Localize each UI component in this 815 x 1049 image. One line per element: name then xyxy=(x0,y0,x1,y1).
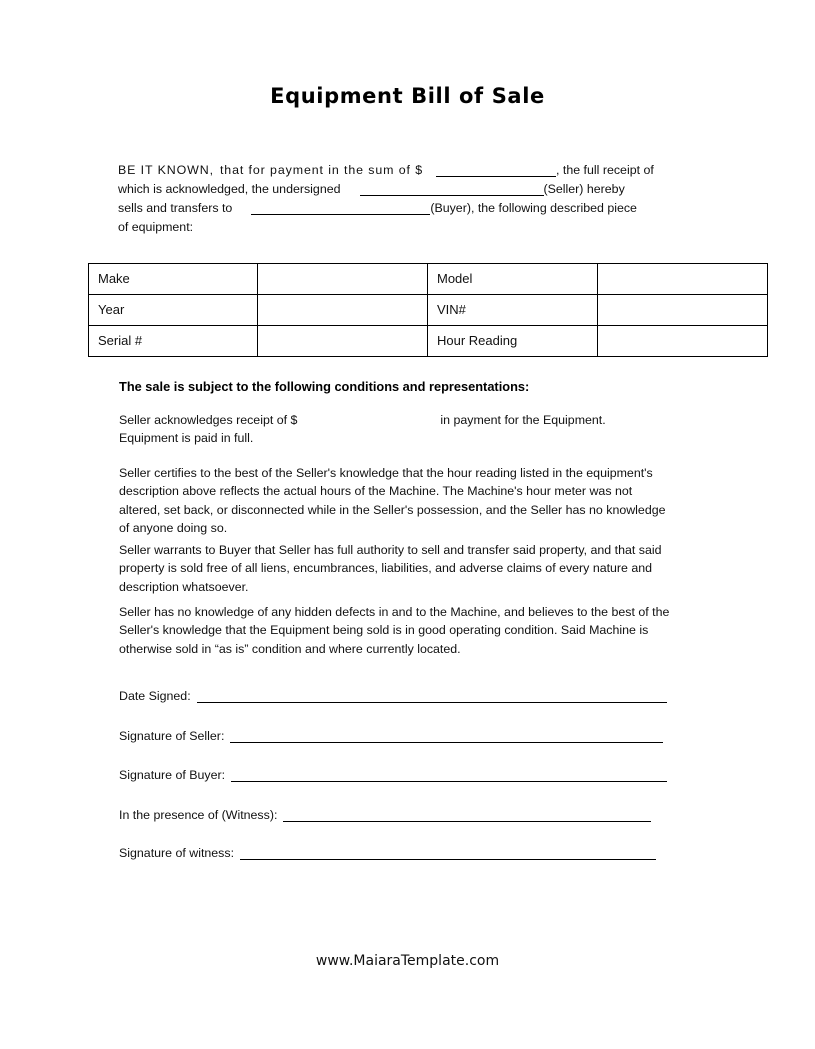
cell-label-hour-reading: Hour Reading xyxy=(428,326,598,357)
receipt-paragraph xyxy=(119,411,672,448)
intro-line-3-suffix: (Buyer), the following described piece xyxy=(430,201,637,215)
receipt-line-1 xyxy=(119,411,672,429)
footer-website: www.MaiaraTemplate.com xyxy=(315,953,500,969)
intro-line-4 xyxy=(118,218,674,237)
cell-label-year: Year xyxy=(89,295,258,326)
cell-value-year[interactable] xyxy=(258,295,428,326)
cell-value-model[interactable] xyxy=(598,264,768,295)
amount-fill-line[interactable] xyxy=(436,176,556,177)
signature-row-seller xyxy=(119,729,675,743)
label-date-signed: Date Signed: xyxy=(119,689,191,703)
intro-line-2-text: which is acknowledged, the undersigned xyxy=(118,182,341,196)
cell-label-model: Model xyxy=(428,264,598,295)
warranty-paragraph: Seller warrants to Buyer that Seller has full authority to sell and transfer said property, and that said property is sold free of all liens, encumbrances, liabilities, and adverse claims of every nature and description whatsoever. xyxy=(119,543,662,594)
defects-disclaimer-paragraph: Seller has no knowledge of any hidden defects in and to the Machine, and believes to the best of the Seller's knowledge that the Equipment being sold is in good operating condition. Said Machine is otherwise sold in “as is” condition and where currently located. xyxy=(119,605,670,656)
hours-certification-paragraph: Seller certifies to the best of the Seller's knowledge that the hour reading listed in the equipment's description above reflects the actual hours of the Machine. The Machine's hour meter was not altered, set back, or disconnected while in the Seller's possession, and the Seller has no knowledge of anyone doing so. xyxy=(119,466,666,536)
witness-presence-fill-line[interactable] xyxy=(283,821,651,822)
intro-line-2 xyxy=(118,180,674,199)
signature-row-date-signed xyxy=(119,689,675,703)
date-signed-fill-line[interactable] xyxy=(197,702,667,703)
cell-value-hour-reading[interactable] xyxy=(598,326,768,357)
intro-paragraph xyxy=(118,161,674,237)
label-witness-presence: In the presence of (Witness): xyxy=(119,808,278,822)
intro-line-2-suffix: (Seller) hereby xyxy=(543,182,625,196)
receipt-suffix: in payment for the Equipment. xyxy=(440,413,606,427)
signature-buyer-fill-line[interactable] xyxy=(231,781,667,782)
signature-seller-fill-line[interactable] xyxy=(230,742,663,743)
table-row xyxy=(89,264,768,295)
signature-row-witness-presence xyxy=(119,808,675,822)
page-title: Equipment Bill of Sale xyxy=(270,84,545,108)
intro-line-1-prefix: BE IT KNOWN, xyxy=(118,163,214,177)
conditions-heading: The sale is subject to the following conditions and representations: xyxy=(119,379,530,394)
label-signature-seller: Signature of Seller: xyxy=(119,729,225,743)
equipment-details-table xyxy=(88,263,768,357)
signature-row-witness xyxy=(119,846,675,860)
cell-value-make[interactable] xyxy=(258,264,428,295)
cell-value-vin[interactable] xyxy=(598,295,768,326)
intro-line-1 xyxy=(118,161,674,180)
intro-line-3 xyxy=(118,199,674,218)
receipt-line-2: Equipment is paid in full. xyxy=(119,431,254,446)
label-signature-witness: Signature of witness: xyxy=(119,846,235,860)
signature-witness-fill-line[interactable] xyxy=(240,859,656,860)
receipt-prefix: Seller acknowledges receipt of $ xyxy=(119,413,298,427)
signature-row-buyer xyxy=(119,768,675,782)
intro-line-4-text: of equipment: xyxy=(118,220,194,234)
intro-line-1-text: that for payment in the sum of $ xyxy=(219,163,423,177)
cell-label-serial: Serial # xyxy=(89,326,258,357)
cell-value-serial[interactable] xyxy=(258,326,428,357)
cell-label-make: Make xyxy=(89,264,258,295)
table-row xyxy=(89,326,768,357)
buyer-name-fill-line[interactable] xyxy=(251,214,430,215)
table-row xyxy=(89,295,768,326)
seller-name-fill-line[interactable] xyxy=(360,195,544,196)
intro-line-3-text: sells and transfers to xyxy=(118,201,233,215)
label-signature-buyer: Signature of Buyer: xyxy=(119,768,226,782)
cell-label-vin: VIN# xyxy=(428,295,598,326)
intro-line-1-suffix: , the full receipt of xyxy=(556,163,654,177)
